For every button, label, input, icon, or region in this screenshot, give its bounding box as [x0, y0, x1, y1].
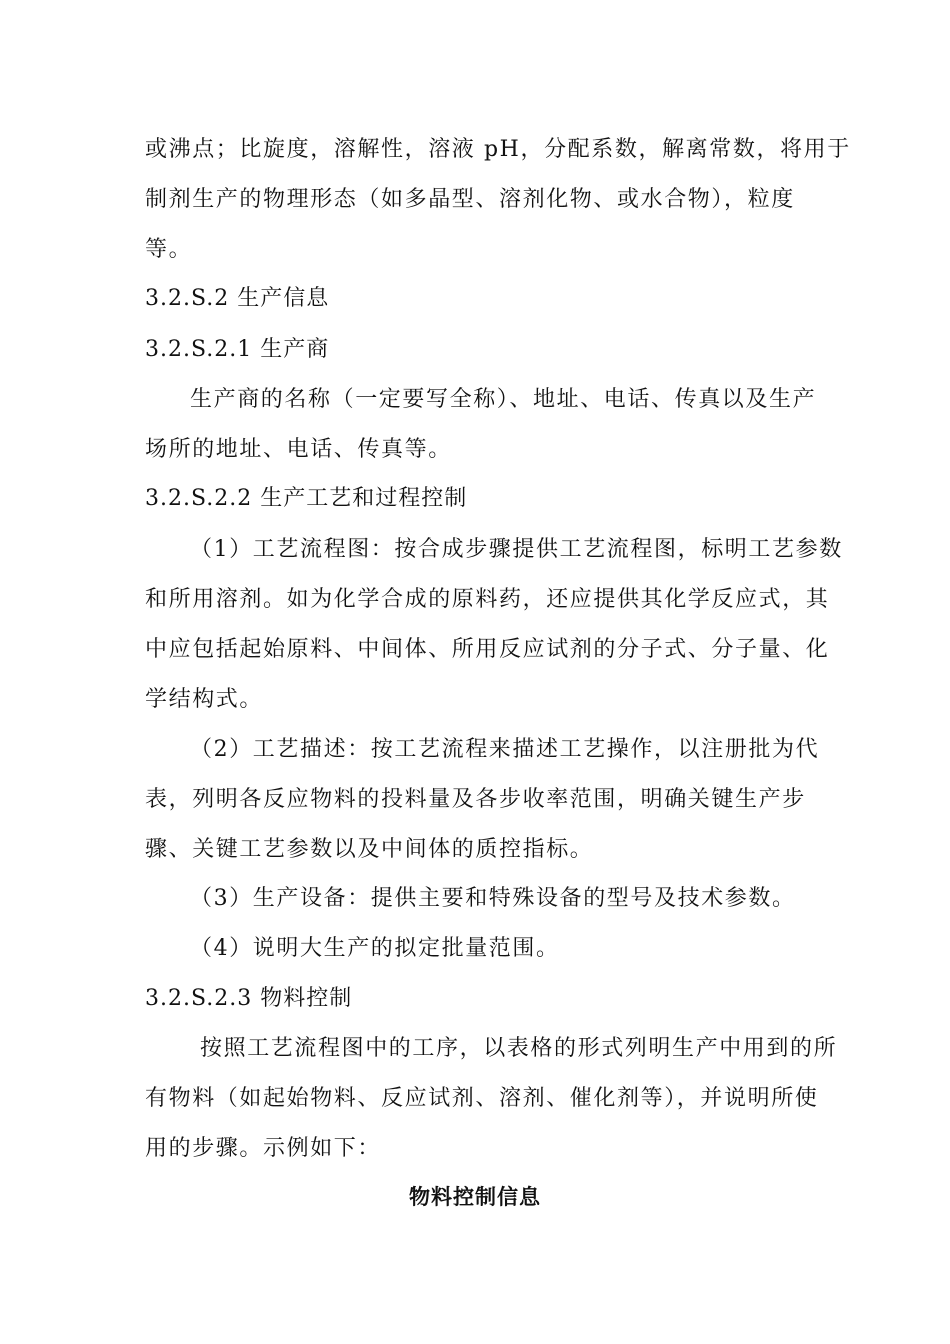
- paragraph-line: （4）说明大生产的拟定批量范围。: [190, 936, 560, 961]
- paragraph-line: 按照工艺流程图中的工序，以表格的形式列明生产中用到的所: [200, 1036, 838, 1061]
- paragraph-line: 场所的地址、电话、传真等。: [145, 437, 452, 462]
- paragraph-line: 等。: [145, 237, 193, 262]
- paragraph-line: 用的步骤。示例如下：: [145, 1136, 382, 1161]
- paragraph-line: 制剂生产的物理形态（如多晶型、溶剂化物、或水合物），粒度: [145, 187, 795, 212]
- paragraph-line: （1）工艺流程图：按合成步骤提供工艺流程图，标明工艺参数: [190, 537, 843, 562]
- paragraph-line: （2）工艺描述：按工艺流程来描述工艺操作，以注册批为代: [190, 737, 820, 762]
- table-title: 物料控制信息: [409, 1185, 541, 1209]
- paragraph-line: 表，列明各反应物料的投料量及各步收率范围，明确关键生产步: [145, 787, 806, 812]
- paragraph-line: 骤、关键工艺参数以及中间体的质控指标。: [145, 837, 594, 862]
- paragraph-line: 中应包括起始原料、中间体、所用反应试剂的分子式、分子量、化: [145, 637, 830, 662]
- paragraph-line: 和所用溶剂。如为化学合成的原料药，还应提供其化学反应式，其: [145, 587, 830, 612]
- subsection-heading: 3.2.S.2.1 生产商: [145, 337, 330, 362]
- subsection-heading: 3.2.S.2.2 生产工艺和过程控制: [145, 486, 468, 511]
- paragraph-line: 或沸点；比旋度，溶解性，溶液 pH，分配系数，解离常数，将用于: [145, 137, 851, 162]
- paragraph-line: （3）生产设备：提供主要和特殊设备的型号及技术参数。: [190, 886, 796, 911]
- subsection-heading: 3.2.S.2.3 物料控制: [145, 986, 353, 1011]
- section-heading: 3.2.S.2 生产信息: [145, 286, 330, 311]
- paragraph-line: 生产商的名称（一定要写全称）、地址、电话、传真以及生产: [190, 387, 817, 412]
- paragraph-line: 学结构式。: [145, 687, 264, 712]
- paragraph-line: 有物料（如起始物料、反应试剂、溶剂、催化剂等），并说明所使: [145, 1086, 819, 1111]
